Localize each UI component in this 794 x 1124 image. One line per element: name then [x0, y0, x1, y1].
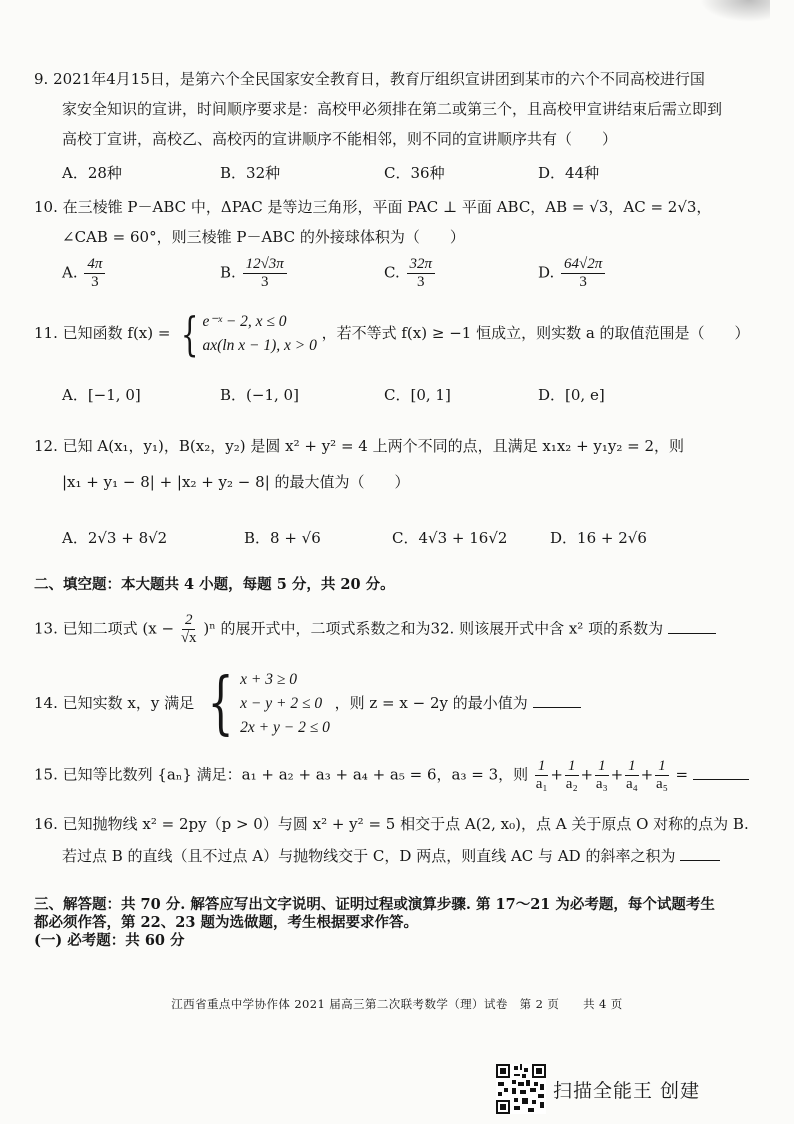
- q13-fraction: [181, 612, 197, 647]
- q16-answer-blank: [680, 844, 720, 861]
- q10-option-c: [384, 256, 437, 291]
- scanner-watermark: 扫描全能王 创建: [553, 1080, 701, 1102]
- q9-option-b: B．32种: [220, 164, 281, 182]
- q10-option-c-label: C.: [384, 263, 400, 282]
- q15-frac-1-num: 1: [535, 758, 549, 776]
- q9-option-a: A．28种: [62, 164, 122, 182]
- q15-frac-4-den: a₄: [625, 776, 638, 792]
- q10-option-b-label: B.: [220, 263, 236, 282]
- q14-suffix: ，则 z = x − 2y 的最小值为: [334, 694, 528, 712]
- q10-b-den: 3: [260, 274, 269, 290]
- q10-a-num: 4π: [84, 256, 105, 274]
- q11-suffix: ，若不等式 f(x) ≥ −1 恒成立，则实数 a 的取值范围是（ ）: [321, 324, 750, 342]
- q15-frac-2-num: 1: [565, 758, 579, 776]
- q9-line3: 高校丁宣讲，高校乙、高校丙的宣讲顺序不能相邻，则不同的宣讲顺序共有（ ）: [62, 130, 618, 148]
- q14-case3: 2x + y − 2 ≤ 0: [240, 719, 330, 736]
- q15-prefix: 15. 已知等比数列 {aₙ} 满足：a₁ + a₂ + a₃ + a₄ + a₅ = 6，a₃ = 3，则: [34, 765, 529, 784]
- section-3-line1: 三、解答题：共 70 分. 解答应写出文字说明、证明过程或演算步骤. 第 17～21 为必考题，每个试题考生: [34, 896, 715, 913]
- q10-option-c-fraction: [407, 256, 436, 291]
- q14-cases: [240, 668, 330, 740]
- q11-prefix: 11. 已知函数 f(x) =: [34, 324, 171, 342]
- q11-option-a: A．[−1, 0]: [62, 386, 141, 404]
- q10-option-d-fraction: [561, 256, 605, 291]
- q11-cases: [203, 310, 317, 358]
- section-2-heading: 二、填空题：本大题共 4 小题，每题 5 分，共 20 分。: [34, 576, 395, 593]
- left-brace-icon: {: [181, 307, 199, 361]
- page-footer: 江西省重点中学协作体 2021 届高三第二次联考数学（理）试卷 第 2 页 共 4 页: [171, 997, 623, 1011]
- q15-frac-5-num: 1: [655, 758, 669, 776]
- q10-option-a-fraction: [84, 256, 105, 291]
- scan-shadow: [700, 0, 770, 22]
- q11-case2: ax(ln x − 1), x > 0: [202, 337, 317, 354]
- q13-answer-blank: [668, 617, 716, 634]
- q13-frac-num: 2: [182, 612, 196, 630]
- section-3-line2: 都必须作答，第 22、23 题为选做题，考生根据要求作答。: [34, 914, 418, 931]
- q10-option-b-fraction: [243, 256, 287, 291]
- q12-option-d: D．16 + 2√6: [550, 529, 647, 547]
- q12-option-c: C．4√3 + 16√2: [392, 529, 508, 547]
- qr-code-icon: [496, 1064, 546, 1114]
- q11-option-b: B．(−1, 0]: [220, 386, 299, 404]
- q15-frac-3-num: 1: [595, 758, 609, 776]
- q16-line2: 若过点 B 的直线（且不过点 A）与抛物线交于 C，D 两点，则直线 AC 与 AD 的斜率之积为: [62, 847, 676, 865]
- question-12: [34, 428, 769, 500]
- q14-case2: x − y + 2 ≤ 0: [240, 695, 323, 712]
- q10-line1: 10. 在三棱锥 P－ABC 中，ΔPAC 是等边三角形，平面 PAC ⊥ 平面 ABC，AB = √3，AC = 2√3，: [34, 198, 712, 216]
- q10-option-d: [538, 256, 607, 291]
- question-13: [34, 612, 769, 647]
- q15-frac-1-den: a₁: [535, 776, 548, 792]
- q9-line1: 9. 2021年4月15日，是第六个全民国家安全教育日，教育厅组织宣讲团到某市的六个不同高校进行国: [34, 70, 705, 88]
- left-brace-icon: {: [207, 664, 234, 743]
- q14-constraints: [199, 664, 330, 743]
- question-15: 15. 已知等比数列 {aₙ} 满足：a₁ + a₂ + a₃ + a₄ + a₅ = 6，a₃ = 3，则 $\frac{1}{\text{a₁}}$ + $\frac{1}{\text{a₂}}$ + $\frac{1}{\text{a₃}}$ + $\frac{1}{\text{a₄}}$ + $\frac{1}{\text{a₅}}$ =: [34, 758, 769, 793]
- q11-option-d: D．[0, e]: [538, 386, 605, 404]
- q10-option-d-label: D.: [538, 263, 555, 282]
- q15-frac-5-den: a₅: [656, 776, 668, 792]
- q16-line2-wrap: [34, 840, 769, 872]
- q15-frac-5: [655, 758, 669, 793]
- q9-option-c: C．36种: [384, 164, 445, 182]
- q10-d-den: 3: [579, 274, 587, 290]
- question-10: [34, 192, 769, 252]
- q13-suffix: )ⁿ 的展开式中，二项式系数之和为32. 则该展开式中含 x² 项的系数为: [203, 619, 664, 638]
- section-3-line3: (一) 必考题：共 60 分: [34, 932, 185, 949]
- q16-line1: 16. 已知抛物线 x² = 2py（p > 0）与圆 x² + y² = 5 相交于点 A(2, x₀)，点 A 关于原点 O 对称的点为 B.: [34, 815, 749, 833]
- q12-option-b: B．8 + √6: [244, 529, 321, 547]
- q10-c-den: 3: [417, 274, 425, 290]
- q10-option-a: [62, 256, 107, 291]
- q10-b-num: 12√3π: [243, 256, 287, 274]
- q10-a-den: 3: [91, 274, 99, 290]
- question-14: [34, 664, 769, 743]
- q12-option-a: A．2√3 + 8√2: [62, 529, 168, 547]
- q15-answer-blank: [693, 763, 749, 780]
- section-3-heading: [34, 896, 754, 950]
- question-16: [34, 808, 769, 872]
- q15-frac-2-den: a₂: [565, 776, 578, 792]
- q11-option-c: C．[0, 1]: [384, 386, 451, 404]
- q15-frac-2: [565, 758, 579, 793]
- q15-frac-3-den: a₃: [595, 776, 608, 792]
- q13-frac-den: √x: [180, 630, 197, 646]
- q11-piecewise: [175, 307, 317, 361]
- question-9: [34, 64, 769, 154]
- q12-line1: 12. 已知 A(x₁，y₁)，B(x₂，y₂) 是圆 x² + y² = 4 上两个不同的点，且满足 x₁x₂ + y₁y₂ = 2，则: [34, 437, 685, 455]
- q9-line2: 家安全知识的宣讲，时间顺序要求是：高校甲必须排在第二或第三个，且高校甲宣讲结束后需立即到: [62, 100, 723, 118]
- question-11: [34, 307, 769, 361]
- q10-line2: ∠CAB = 60°，则三棱锥 P－ABC 的外接球体积为（ ）: [62, 228, 465, 246]
- q10-c-num: 32π: [407, 256, 436, 274]
- q14-answer-blank: [533, 691, 581, 708]
- q15-frac-4: [625, 758, 639, 793]
- q13-prefix: 13. 已知二项式 (x −: [34, 619, 175, 638]
- q14-prefix: 14. 已知实数 x，y 满足: [34, 694, 195, 712]
- q10-option-b: [220, 256, 289, 291]
- q10-d-num: 64√2π: [561, 256, 605, 274]
- q15-frac-1: [535, 758, 549, 793]
- q14-case1: x + 3 ≥ 0: [240, 671, 297, 688]
- q10-option-a-label: A.: [62, 263, 78, 282]
- q15-frac-4-num: 1: [625, 758, 639, 776]
- q9-option-d: D．44种: [538, 164, 600, 182]
- q11-case1: e⁻ˣ − 2, x ≤ 0: [202, 313, 287, 330]
- q15-equals: =: [675, 765, 689, 784]
- q12-line2: |x₁ + y₁ − 8| + |x₂ + y₂ − 8| 的最大值为（ ）: [62, 473, 410, 491]
- q15-frac-3: [595, 758, 609, 793]
